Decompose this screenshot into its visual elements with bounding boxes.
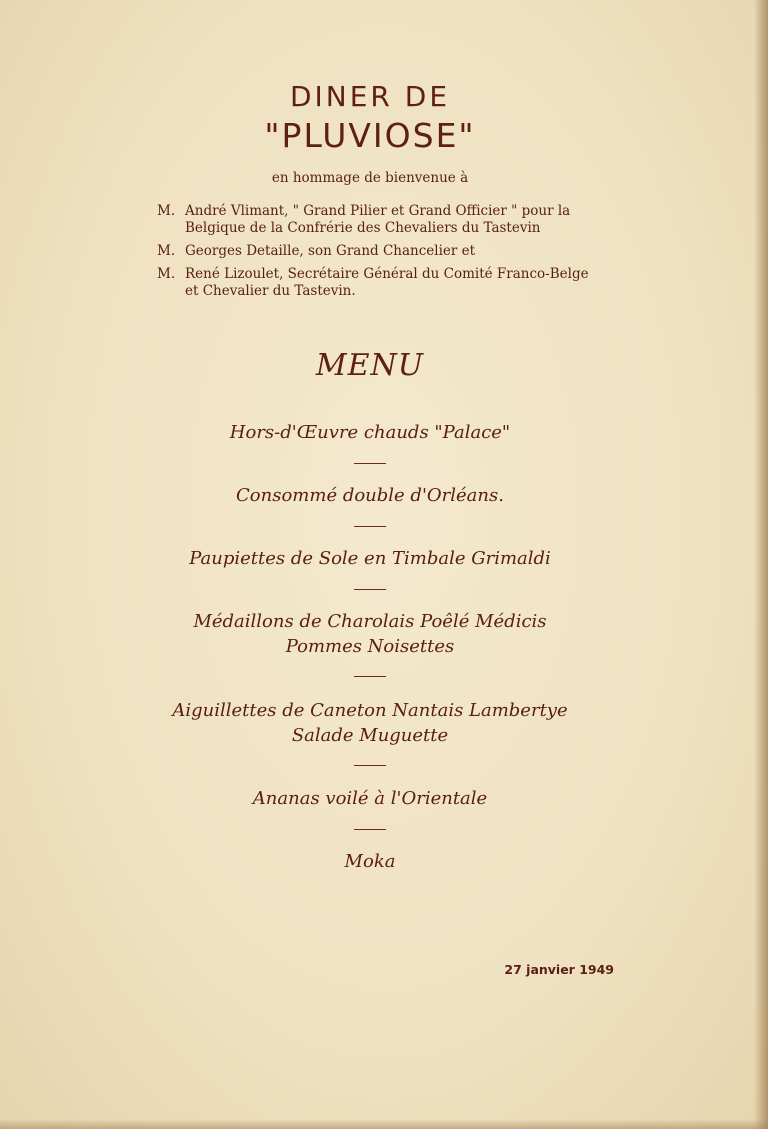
honoree-text: Georges Detaille, son Grand Chancelier et <box>185 243 476 259</box>
course-divider <box>354 829 386 830</box>
title-line-1: DINER DE <box>289 80 451 113</box>
course-line: Aiguillettes de Caneton Nantais Lambertye <box>172 700 568 721</box>
course-item <box>0 698 740 748</box>
subtitle: en hommage de bienvenue à <box>271 170 469 186</box>
honoree-text: André Vlimant, " Grand Pilier et Grand Officier " pour la Belgique de la Confrérie des Chevaliers du Tastevin <box>185 203 571 236</box>
honoree-prefix: M. <box>157 266 176 282</box>
course-item <box>0 609 740 659</box>
honorees-list <box>157 203 597 306</box>
course-line: Médaillons de Charolais Poêlé Médicis <box>193 611 547 632</box>
course-item <box>0 546 740 571</box>
course-line: Ananas voilé à l'Orientale <box>252 788 488 809</box>
course-item <box>0 786 740 811</box>
paper-edge-bottom <box>0 1119 768 1129</box>
course-list <box>0 420 740 874</box>
course-item <box>0 849 740 874</box>
honoree-prefix: M. <box>157 203 176 219</box>
honoree-text: René Lizoulet, Secrétaire Général du Comité Franco-Belge et Chevalier du Tastevin. <box>185 266 589 299</box>
course-line: Hors-d'Œuvre chauds "Palace" <box>229 422 511 443</box>
honoree-prefix: M. <box>157 243 176 259</box>
course-divider <box>354 589 386 590</box>
course-line: Paupiettes de Sole en Timbale Grimaldi <box>189 548 551 569</box>
course-line: Consommé double d'Orléans. <box>236 485 504 506</box>
course-item <box>0 483 740 508</box>
course-item <box>0 420 740 445</box>
course-divider <box>354 463 386 464</box>
title-line-2: "PLUVIOSE" <box>264 116 476 155</box>
menu-date: 27 janvier 1949 <box>504 962 614 977</box>
course-divider <box>354 765 386 766</box>
course-line: Moka <box>344 851 396 872</box>
course-divider <box>354 676 386 677</box>
honoree-item <box>157 243 597 260</box>
paper-edge-right <box>754 0 768 1129</box>
course-line-2: Salade Muguette <box>291 725 449 746</box>
honoree-item <box>157 203 597 237</box>
honoree-item <box>157 266 597 300</box>
course-divider <box>354 526 386 527</box>
course-line-2: Pommes Noisettes <box>285 636 455 657</box>
menu-heading: MENU <box>315 348 425 383</box>
